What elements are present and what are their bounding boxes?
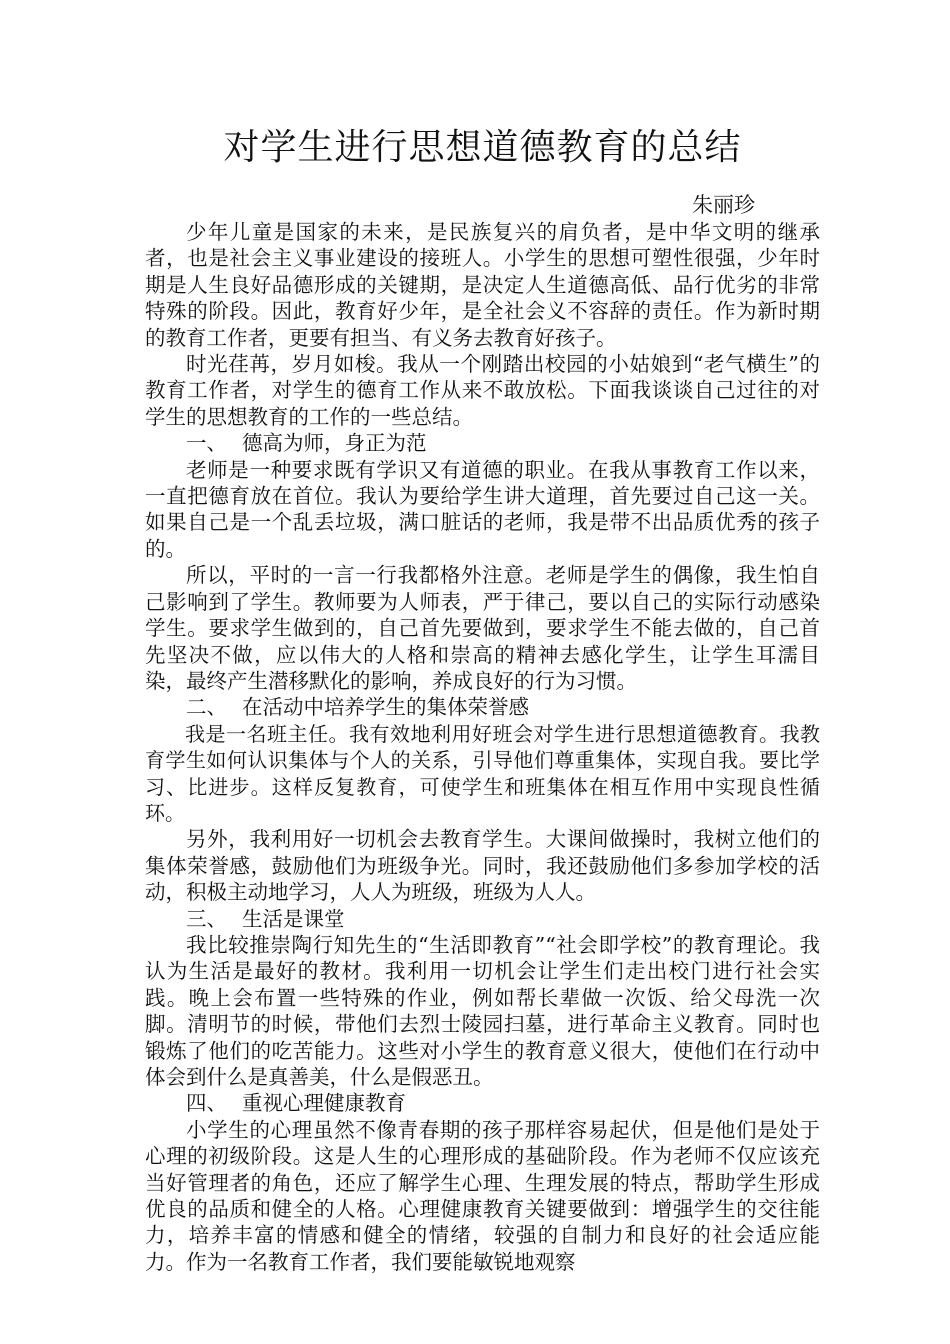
section-title-4: 重视心理健康教育 (242, 1091, 406, 1116)
section-title-2: 在活动中培养学生的集体荣誉感 (242, 695, 529, 720)
section-heading-2 (145, 694, 820, 720)
document-title: 对学生进行思想道德教育的总结 (223, 127, 742, 168)
section-number-2: 二、 (186, 695, 227, 720)
document-page (145, 118, 820, 1275)
author-name: 朱丽珍 (692, 193, 755, 217)
section-title-3: 生活是课堂 (242, 906, 345, 931)
section-heading-1 (145, 430, 820, 456)
document-body (145, 219, 820, 1275)
section-3-paragraph-1: 我比较推崇陶行知先生的“生活即教育”“社会即学校”的教育理论。我认为生活是最好的教材。我利用一切机会让学生们走出校门进行社会实践。晚上会布置一些特殊的作业，例如帮长辈做一次饭、给父母洗一次脚。清明节的时候，带他们去烈士陵园扫墓，进行革命主义教育。同时也锻炼了他们的吃苦能力。这些对小学生的教育意义很大，使他们在行动中体会到什么是真善美，什么是假恶丑。 (145, 932, 820, 1089)
section-4-paragraph-1: 小学生的心理虽然不像青春期的孩子那样容易起伏，但是他们是处于心理的初级阶段。这是人生的心理形成的基础阶段。作为老师不仅应该充当好管理者的角色，还应了解学生心理、生理发展的特点，帮助学生形成优良的品质和健全的人格。心理健康教育关键要做到：增强学生的交往能力，培养丰富的情感和健全的情绪，较强的自制力和良好的社会适应能力。作为一名教育工作者，我们要能敏锐地观察 (145, 1117, 820, 1274)
intro-paragraph-1: 少年儿童是国家的未来，是民族复兴的肩负者，是中华文明的继承者，也是社会主义事业建设的接班人。小学生的思想可塑性很强，少年时期是人生良好品德形成的关键期，是决定人生道德高低、品行优劣的非常特殊的阶段。因此，教育好少年，是全社会义不容辞的责任。作为新时期的教育工作者，更要有担当、有义务去教育好孩子。 (145, 220, 820, 350)
section-2-paragraph-1: 我是一名班主任。我有效地利用好班会对学生进行思想道德教育。我教育学生如何认识集体与个人的关系，引导他们尊重集体，实现自我。要比学习、比进步。这样反复教育，可使学生和班集体在相互作用中实现良性循环。 (145, 721, 820, 825)
section-number-1: 一、 (186, 431, 227, 456)
intro-paragraph-2: 时光荏苒，岁月如梭。我从一个刚踏出校园的小姑娘到“老气横生”的教育工作者，对学生的德育工作从来不敢放松。下面我谈谈自己过往的对学生的思想教育的工作的一些总结。 (145, 352, 820, 429)
section-number-4: 四、 (186, 1091, 227, 1116)
section-heading-4 (145, 1090, 820, 1116)
section-1-paragraph-1: 老师是一种要求既有学识又有道德的职业。在我从事教育工作以来，一直把德育放在首位。我认为要给学生讲大道理，首先要过自己这一关。如果自己是一个乱丢垃圾，满口脏话的老师，我是带不出品质优秀的孩子的。 (145, 457, 820, 561)
section-1-paragraph-2: 所以，平时的一言一行我都格外注意。老师是学生的偶像，我生怕自己影响到了学生。教师要为人师表，严于律己，要以自己的实际行动感染学生。要求学生做到的，自己首先要做到，要求学生不能去做的，自己首先坚决不做，应以伟大的人格和崇高的精神去感化学生，让学生耳濡目染，最终产生潜移默化的影响，养成良好的行为习惯。 (145, 563, 820, 693)
section-2-paragraph-2: 另外，我利用好一切机会去教育学生。大课间做操时，我树立他们的集体荣誉感，鼓励他们为班级争光。同时，我还鼓励他们多参加学校的活动，积极主动地学习，人人为班级，班级为人人。 (145, 827, 820, 905)
section-title-1: 德高为师，身正为范 (242, 431, 427, 456)
section-heading-3 (145, 906, 820, 932)
section-number-3: 三、 (186, 906, 227, 931)
